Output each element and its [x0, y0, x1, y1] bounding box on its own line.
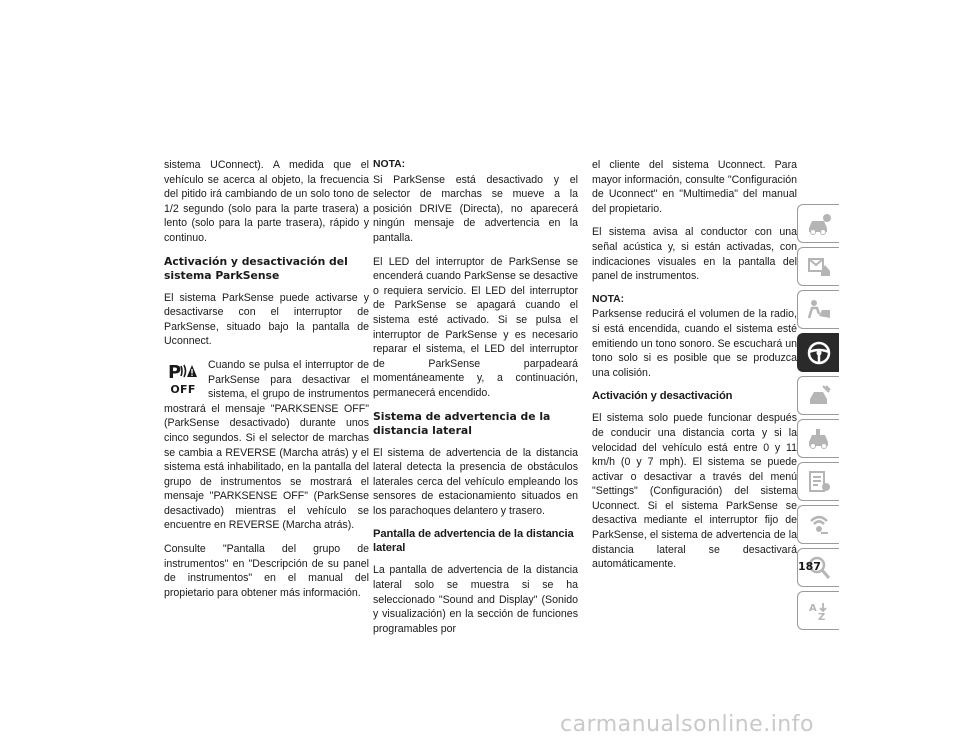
note-label: NOTA: [373, 159, 406, 170]
warning-lights-icon [805, 253, 833, 281]
page-number: 187 [798, 560, 821, 573]
paragraph: Consulte "Pantalla del grupo de instrumentos" en "Descripción de su panel de instrumentos" en el manual del propietario para obtener más información. [164, 543, 369, 599]
paragraph: sistema UConnect). A medida que el vehículo se acerca al objeto, la frecuencia del pitido irá cambiando de un solo tono de 1/2 segundo (solo para la parte trasera) a lento (solo para la parte trasera), rápido y continuo. [164, 159, 369, 244]
section-heading: Pantalla de advertencia de la distancia lateral [373, 528, 574, 555]
tab-car-controls[interactable] [797, 290, 839, 329]
car-maintenance-icon [805, 425, 833, 453]
tab-maintenance[interactable] [797, 419, 839, 458]
parksense-off-icon [168, 361, 196, 399]
paragraph: El sistema ParkSense puede activarse y desactivarse con el interruptor de ParkSense, situado bajo la pantalla de Uconnect. [164, 291, 369, 348]
car-controls-icon [805, 296, 833, 324]
car-info-icon [805, 210, 833, 238]
paragraph: el cliente del sistema Uconnect. Para mayor información, consulte "Configuración de Uconnect" en "Multimedia" del manual del propietario. [592, 159, 797, 215]
multimedia-icon [805, 511, 833, 539]
note-text: Parksense reducirá el volumen de la radio, si está encendida, cuando el sistema esté emitiendo un tono sonoro. Se escuchará un tono solo si es posible que se produzca una colisión. [592, 308, 797, 379]
paragraph: El LED del interruptor de ParkSense se encenderá cuando ParkSense se desactive o requiera servicio. El LED del interruptor de ParkSense se apagará cuando el sistema esté activado. Si se pulsa el interruptor de ParkSense y es necesario reparar el sistema, el LED del interruptor de ParkSense parpadeará momentáneamente y, a continuación, permanecerá encendido. [373, 255, 578, 399]
svg-text:P: P [168, 361, 182, 383]
section-heading: Sistema de advertencia de la distancia lateral [373, 409, 551, 437]
paragraph: La pantalla de advertencia de la distancia lateral solo se muestra si se ha seleccionado "Sound and Display" (Sonido y visualización) en la sección de funciones programables por [373, 564, 578, 635]
off-label: OFF [170, 382, 196, 396]
paragraph: El sistema solo puede funcionar después de conducir una distancia corta y si la velocidad del vehículo está entre 0 y 11 km/h (0 y 7 mph). El sistema se puede activar o desactivar a través del menú "Settings" (Configuración) del sistema Uconnect. Si el sistema ParkSense se desactiva mediante el interruptor fijo de ParkSense, el sistema de advertencia de la distancia lateral se desactivará automáticamente. [592, 412, 797, 571]
paragraph-text: Cuando se pulsa el interruptor de ParkSense para desactivar el sistema, el grupo de instrumentos mostrará el mensaje "PARKSENSE OFF" (ParkSense desactivado) durante unos cinco segundos. Si el selector de marchas se cambia a REVERSE (Marcha atrás) y el sistema está inhabilitado, en la pantalla del grupo de instrumentos se mostrará el mensaje "PARKSENSE OFF" (ParkSense desactivado) mientras el vehículo se encuentre en REVERSE (Marcha atrás). [164, 358, 369, 532]
tab-index[interactable] [797, 591, 839, 630]
note-text: Si ParkSense está desactivado y el selector de marchas se mueve a la posición DRIVE (Directa), no aparecerá ningún mensaje de advertencia en la pantalla. [373, 173, 578, 244]
paragraph: El sistema avisa al conductor con una señal acústica y, si están activadas, con indicaciones visuales en la pantalla del panel de instrumentos. [592, 226, 797, 283]
paragraph: El sistema de advertencia de la distancia lateral detecta la presencia de obstáculos laterales cerca del vehículo empleando los sensores de estacionamiento situados en los parachoques delantero y trasero. [373, 446, 578, 517]
note-label: NOTA: [592, 293, 625, 305]
index-icon [805, 597, 833, 625]
tab-driving[interactable] [797, 333, 839, 372]
parksense-paragraph [164, 358, 369, 533]
tab-warning-lights[interactable] [797, 247, 839, 286]
column-1 [164, 158, 369, 609]
column-3 [592, 158, 797, 581]
tab-specs[interactable] [797, 462, 839, 501]
column-2 [373, 158, 578, 645]
section-heading: Activación y desactivación del sistema ParkSense [164, 254, 348, 282]
specs-list-icon [805, 468, 833, 496]
steering-wheel-icon [805, 339, 833, 367]
svg-text:Z: Z [817, 611, 825, 623]
tab-safety[interactable] [797, 376, 839, 415]
car-crash-safety-icon [805, 382, 833, 410]
watermark: carmanualsonline.info [560, 712, 814, 737]
tab-multimedia[interactable] [797, 505, 839, 544]
section-heading: Activación y desactivación [592, 390, 733, 403]
tab-car-info[interactable] [797, 204, 839, 243]
svg-text:A: A [808, 602, 817, 614]
